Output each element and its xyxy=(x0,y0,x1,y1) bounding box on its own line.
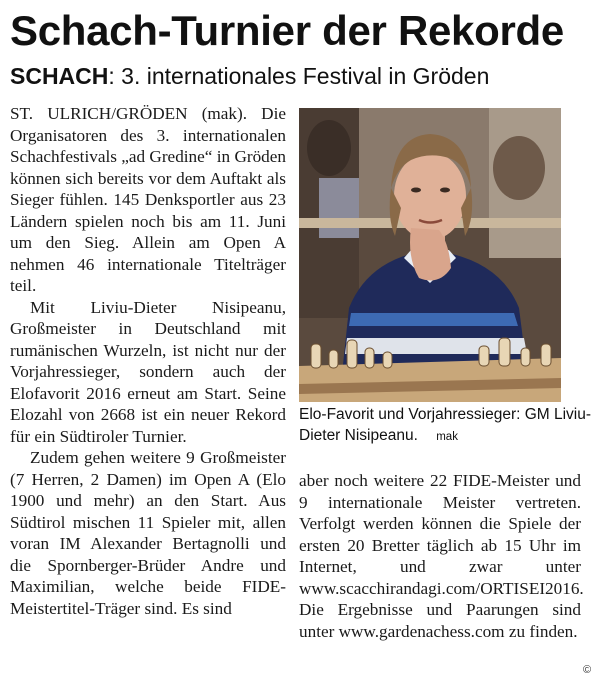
paragraph-3: Zudem gehen weitere 9 Großmeister (7 Herren, 2 Damen) im Open A (Elo 1900 und mehr) an den Start. Aus Südtirol mischen 11 Spieler mit, allen voran IM Alexander Bertagnolli und die Spornberger-Brüder Andre und Maximilian, welche beide FIDE-Meistertitel-Träger sind. Es sind xyxy=(10,448,286,618)
article-photo xyxy=(299,108,561,402)
subheadline xyxy=(10,60,600,92)
copyright-mark: © xyxy=(583,664,592,676)
kicker: SCHACH xyxy=(10,63,109,89)
paragraph-4: aber noch weitere 22 FIDE-Meister und 9 internationale Meister vertreten. Verfolgt werden können die Spiele der ersten 20 Bretter täglich ab 15 Uhr im Internet, und zwar unter www.scacchirandagi.com/ORTISEI2016. Die Ergebnisse und Paarungen sind unter www.gardenachess.com zu finden. xyxy=(299,471,584,641)
chess-player-photo xyxy=(299,108,561,402)
headline: Schach-Turnier der Rekorde xyxy=(10,7,564,54)
paragraph-2: Mit Liviu-Dieter Nisipeanu, Großmeister in Deutschland mit rumänischen Wurzeln, ist nicht nur der Vorjahressieger, sondern auch der Elofavorit 2016 erneut am Start. Seine Elozahl von 2668 ist ein neuer Rekord für ein Südtiroler Turnier. xyxy=(10,297,286,446)
subheadline-text: : 3. internationales Festival in Gröden xyxy=(108,63,490,89)
caption-text: Elo-Favorit und Vorjahressieger: GM Liviu-Dieter Nisipeanu. xyxy=(299,406,592,444)
article-column-right xyxy=(299,470,584,642)
photo-credit: mak xyxy=(436,431,458,443)
article-column-left xyxy=(10,103,286,619)
photo-caption xyxy=(299,404,599,448)
paragraph-1: ST. ULRICH/GRÖDEN (mak). Die Organisatoren des 3. internationalen Schachfestivals „ad Gredine“ in Gröden können sich bereits vor dem Auftakt als Sieger fühlen. 145 Denksportler aus 23 Ländern spielen noch bis am 11. Juni um den Sieg. Allein am Open A nehmen 46 internationale Titelträger teil. xyxy=(10,104,286,295)
